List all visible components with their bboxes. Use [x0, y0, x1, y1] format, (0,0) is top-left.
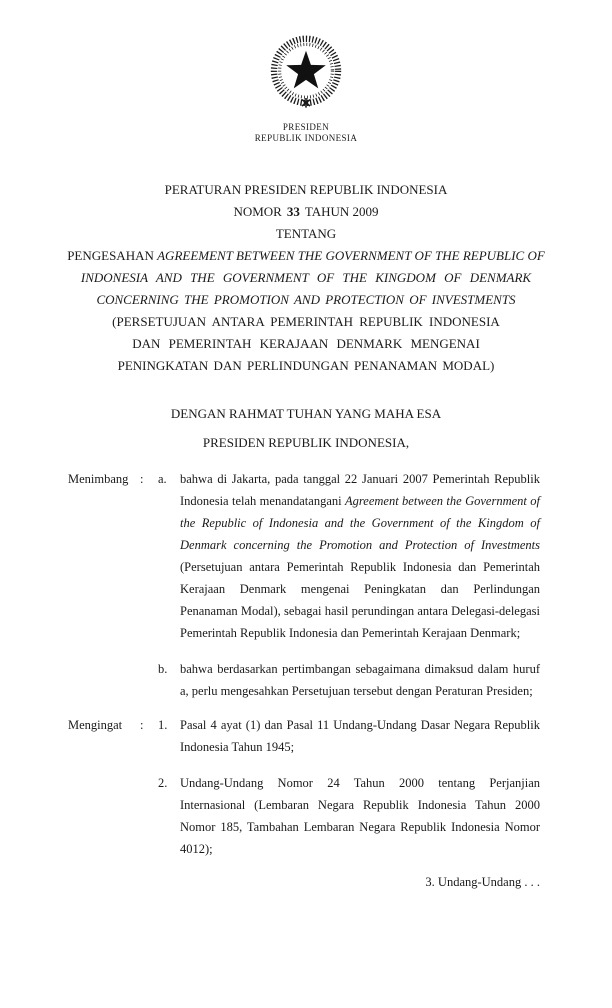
mengingat-item-2	[158, 772, 540, 860]
tentang-label: TENTANG	[275, 226, 337, 241]
item-text: Pasal 4 ayat (1) dan Pasal 11 Undang-Undang Dasar Negara Republik Indonesia Tahun 1945;	[180, 718, 540, 754]
subject-line: DAN PEMERINTAH KERAJAAN DENMARK MENGENAI	[132, 336, 480, 351]
nomor-label: NOMOR	[233, 204, 282, 219]
menimbang-label: Menimbang	[68, 472, 129, 486]
menimbang-item-b	[158, 658, 540, 702]
letterhead-presiden: PRESIDEN	[282, 122, 330, 132]
letterhead	[0, 0, 612, 144]
mengingat-colon: :	[140, 718, 144, 732]
item-text: Undang-Undang Nomor 24 Tahun 2000 tentang Perjanjian Internasional (Lembaran Negara Republik Indonesia Tahun 2000 Nomor 185, Tambahan Lembaran Negara Republik Indonesia Nomor 4012);	[180, 776, 540, 856]
mengingat-label: Mengingat	[68, 718, 123, 732]
subject-line: CONCERNING THE PROMOTION AND PROTECTION OF INVESTMENTS	[96, 292, 516, 307]
item-text: bahwa berdasarkan pertimbangan sebagaimana dimaksud dalam huruf a, perlu mengesahkan Persetujuan tersebut dengan Peraturan Presiden;	[180, 662, 540, 698]
mengingat-section	[68, 714, 540, 860]
menimbang-colon: :	[140, 472, 144, 486]
preamble	[0, 403, 612, 454]
menimbang-item-a	[158, 468, 540, 644]
item-marker: 1.	[158, 718, 168, 732]
regulation-heading: PERATURAN PRESIDEN REPUBLIK INDONESIA	[164, 182, 448, 197]
presidential-seal-icon	[263, 34, 349, 114]
invocation-line: DENGAN RAHMAT TUHAN YANG MAHA ESA	[170, 406, 442, 421]
catchword: 3. Undang-Undang . . .	[425, 875, 540, 889]
item-text: bahwa di Jakarta, pada tanggal 22 Januari 2007 Pemerintah Republik Indonesia telah menandatangani Agreement between the Government of the Republic of Indonesia and the Government of the Kingdom of Denmark concerning the Promotion and Protection of Investments (Persetujuan antara Pemerintah Republik Indonesia dan Pemerintah Kerajaan Denmark mengenai Peningkatan dan Perlindungan Penanaman Modal), sebagai hasil perundingan antara Delegasi-delegasi Pemerintah Republik Indonesia dan Pemerintah Kerajaan Denmark;	[180, 472, 540, 640]
title-block	[0, 179, 612, 377]
subject-line: INDONESIA AND THE GOVERNMENT OF THE KINGDOM OF DENMARK	[80, 270, 532, 285]
item-marker: 2.	[158, 776, 168, 790]
subject-line: (PERSETUJUAN ANTARA PEMERINTAH REPUBLIK INDONESIA	[112, 314, 500, 329]
clauses	[68, 468, 540, 860]
mengingat-item-1	[158, 714, 540, 758]
regulation-number-line	[0, 201, 612, 223]
menimbang-section	[68, 468, 540, 702]
item-marker: b.	[158, 662, 168, 676]
authority-line: PRESIDEN REPUBLIK INDONESIA,	[202, 435, 410, 450]
subject-line: PENGESAHAN AGREEMENT BETWEEN THE GOVERNMENT OF THE REPUBLIC OF	[67, 248, 545, 263]
item-marker: a.	[158, 472, 167, 486]
subject-line: PENINGKATAN DAN PERLINDUNGAN PENANAMAN MODAL)	[117, 358, 495, 373]
nomor-value: 33	[286, 204, 300, 219]
tahun-label: TAHUN 2009	[304, 204, 379, 219]
letterhead-republik-indonesia: REPUBLIK INDONESIA	[254, 133, 358, 143]
